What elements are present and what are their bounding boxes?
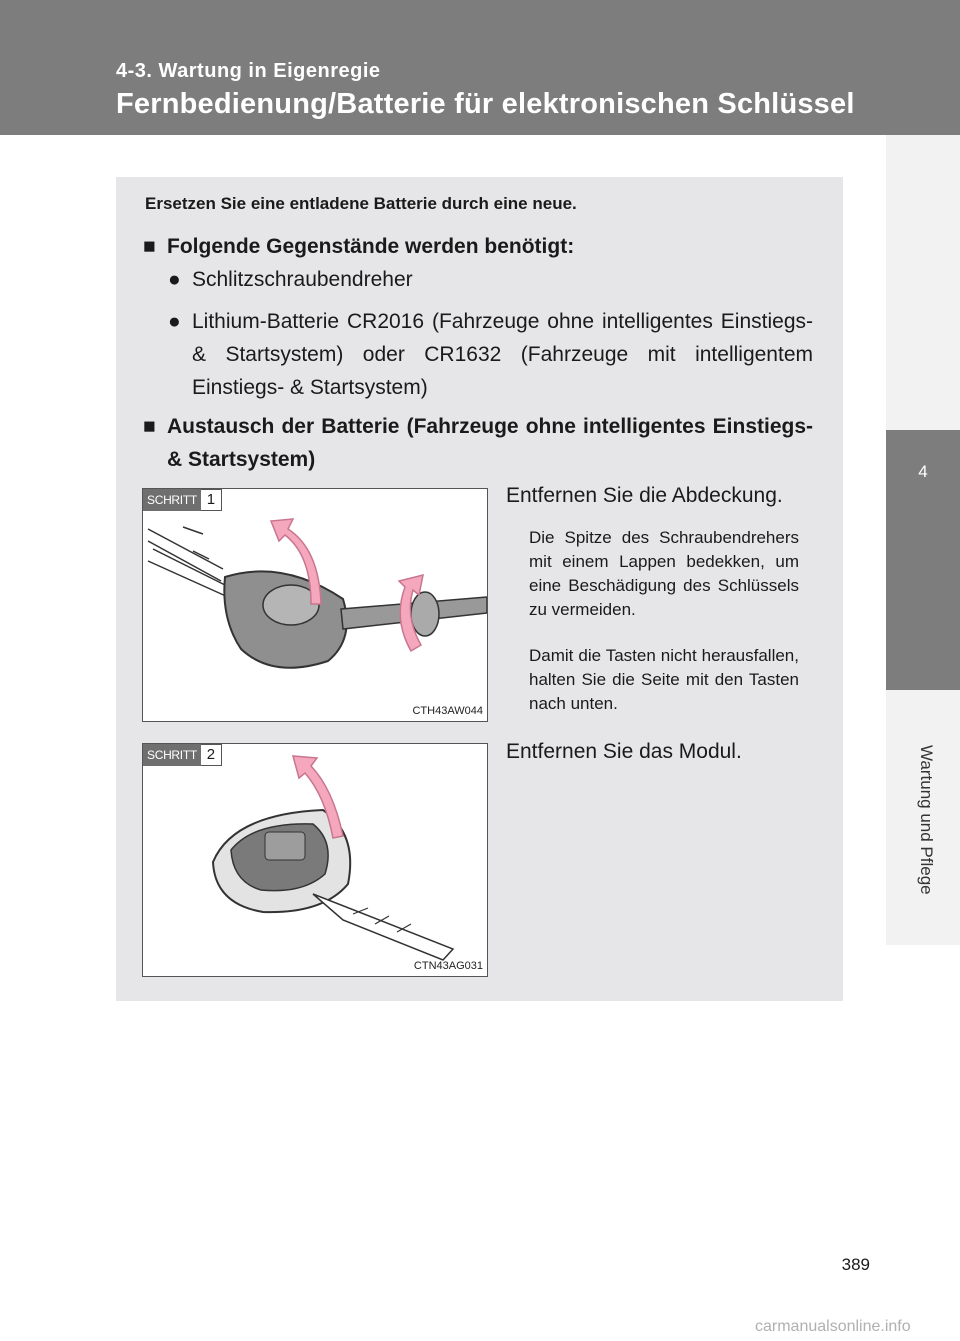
intro-text: Ersetzen Sie eine entladene Batterie durch eine neue. bbox=[145, 194, 577, 213]
section-heading-items bbox=[143, 230, 813, 263]
image-code: CTH43AW044 bbox=[412, 705, 483, 717]
chapter-number: 4 bbox=[918, 462, 928, 481]
page-number: 389 bbox=[841, 1255, 870, 1274]
step2-figure bbox=[142, 743, 488, 977]
step-badge-label: SCHRITT bbox=[143, 744, 201, 766]
page-header bbox=[0, 0, 960, 135]
round-bullet-icon: ● bbox=[168, 310, 181, 333]
step-badge-number: 2 bbox=[201, 744, 222, 766]
step2-instruction: Entfernen Sie das Modul. bbox=[506, 740, 742, 763]
round-bullet-icon: ● bbox=[168, 268, 181, 291]
chapter-number-tab[interactable] bbox=[886, 430, 960, 690]
section-heading-text: Folgende Gegenstände werden benötigt: bbox=[167, 235, 575, 258]
step-badge bbox=[143, 489, 222, 511]
chapter-label: Wartung und Pflege bbox=[917, 745, 936, 895]
step-badge-number: 1 bbox=[201, 489, 222, 511]
step1-instruction: Entfernen Sie die Abdeckung. bbox=[506, 484, 783, 507]
section-heading-text: Austausch der Batterie (Fahrzeuge ohne intelligentes Einstiegs- & Startsystem) bbox=[167, 415, 813, 471]
square-bullet-icon: ■ bbox=[143, 235, 156, 258]
square-bullet-icon: ■ bbox=[143, 415, 156, 438]
image-code: CTN43AG031 bbox=[413, 960, 483, 972]
key-cover-removal-illustration bbox=[143, 489, 487, 721]
step1-figure bbox=[142, 488, 488, 722]
list-item-text: Lithium-Batterie CR2016 (Fahrzeuge ohne intelligentes Einstiegs- & Startsystem) oder CR1632 (Fahrzeuge mit intelligentem Einstiegs- & Startsystem) bbox=[192, 310, 813, 399]
key-module-removal-illustration bbox=[143, 744, 487, 976]
section-label: 4-3. Wartung in Eigenregie bbox=[116, 60, 381, 82]
step-badge bbox=[143, 744, 222, 766]
list-item bbox=[168, 263, 813, 296]
list-item bbox=[168, 305, 813, 404]
list-item-text: Schlitzschraubendreher bbox=[192, 268, 413, 291]
watermark: carmanualsonline.info bbox=[755, 1318, 911, 1335]
step1-note: Damit die Tasten nicht herausfallen, halten Sie die Seite mit den Tasten nach unten. bbox=[529, 646, 799, 713]
step1-note: Die Spitze des Schraubendrehers mit einem Lappen bedekken, um eine Beschädigung des Schlüssels zu vermeiden. bbox=[529, 528, 799, 619]
section-heading-replacement bbox=[143, 410, 813, 476]
step-badge-label: SCHRITT bbox=[143, 489, 201, 511]
page-title: Fernbedienung/Batterie für elektronischen Schlüssel bbox=[116, 88, 855, 120]
